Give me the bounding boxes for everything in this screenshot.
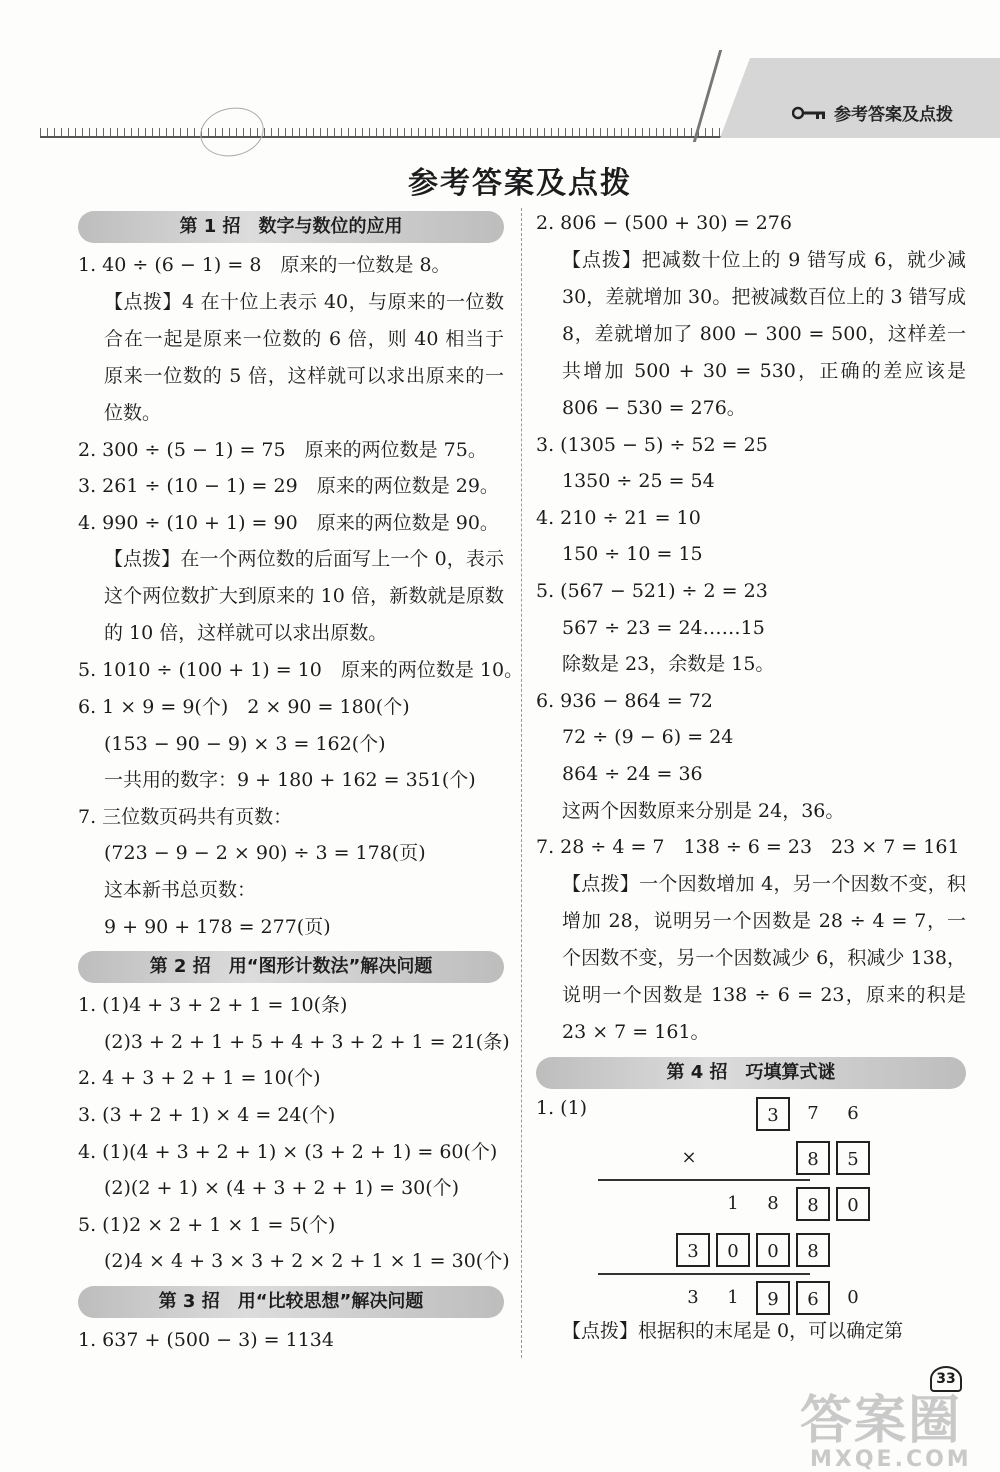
section-banner: 第 1 招 数字与数位的应用 xyxy=(78,211,504,243)
puzzle-digit: 7 xyxy=(807,1102,819,1124)
puzzle-box: 5 xyxy=(836,1141,870,1175)
column-divider xyxy=(521,208,522,1358)
answer-subline: 9 + 90 + 178 = 277(页) xyxy=(104,915,331,938)
tip-tag: 【点拨】 xyxy=(562,872,640,895)
answer-subline: (153 − 90 − 9) × 3 = 162(个) xyxy=(104,732,386,755)
puzzle-digit: 0 xyxy=(847,1286,859,1308)
puzzle-box: 3 xyxy=(756,1097,790,1131)
section-banner: 第 4 招 巧填算式谜 xyxy=(536,1057,966,1089)
watermark xyxy=(800,1378,972,1472)
left-column xyxy=(78,205,524,1358)
puzzle-box: 0 xyxy=(836,1187,870,1221)
watermark-url: MXQE.COM xyxy=(810,1447,972,1472)
answer-subline: 864 ÷ 24 = 36 xyxy=(562,762,703,785)
page-number: 33 xyxy=(930,1366,962,1392)
tip-text: 根据积的末尾是 0，可以确定第 xyxy=(638,1319,904,1342)
tip-paragraph xyxy=(536,866,966,1051)
tip-tag: 【点拨】 xyxy=(562,248,642,271)
puzzle-digit: 1 xyxy=(727,1286,739,1308)
puzzle-digit: 1 xyxy=(727,1192,739,1214)
tip-text: 把减数十位上的 9 错写成 6，就少减 30，差就增加 30。把被减数百位上的 3 错写成 8，差就增加了 800 − 300 = 500，这样差一共增加 500 + 30 = 530，正确的差应该是 806 − 530 = 276。 xyxy=(562,248,966,419)
answer-line: 4. 990 ÷ (10 + 1) = 90 原来的两位数是 90。 xyxy=(78,511,499,534)
header-ruler xyxy=(40,124,740,138)
answer-subline: (2)(2 + 1) × (4 + 3 + 2 + 1) = 30(个) xyxy=(104,1177,460,1200)
answer-line: 2. 300 ÷ (5 − 1) = 75 原来的两位数是 75。 xyxy=(78,438,487,461)
answer-line: 6. 936 − 864 = 72 xyxy=(536,689,713,712)
answer-line: 5. (567 − 521) ÷ 2 = 23 xyxy=(536,579,768,602)
puzzle-box: 0 xyxy=(716,1233,750,1267)
answer-subline: 567 ÷ 23 = 24……15 xyxy=(562,616,765,639)
section-banner: 第 2 招 用“图形计数法”解决问题 xyxy=(78,951,504,983)
tip-paragraph xyxy=(536,1313,966,1350)
tip-paragraph xyxy=(78,541,504,652)
answer-line: 1. 40 ÷ (6 − 1) = 8 原来的一位数是 8。 xyxy=(78,254,451,276)
puzzle-box: 6 xyxy=(796,1281,830,1315)
puzzle-digit: 3 xyxy=(687,1286,699,1308)
page-title: 参考答案及点拨 xyxy=(408,166,632,201)
answer-line: 4. (1)(4 + 3 + 2 + 1) × (3 + 2 + 1) = 60(个) xyxy=(78,1140,498,1163)
answer-subline: 150 ÷ 10 = 15 xyxy=(562,543,703,566)
answer-line: 2. 4 + 3 + 2 + 1 = 10(个) xyxy=(78,1067,321,1090)
answer-line: 1. 637 + (500 − 3) = 1134 xyxy=(78,1328,334,1351)
answer-subline: 一共用的数字：9 + 180 + 162 = 351(个) xyxy=(104,769,476,792)
puzzle-box: 3 xyxy=(676,1233,710,1267)
answer-subline: 72 ÷ (9 − 6) = 24 xyxy=(562,726,734,749)
answer-subline: 除数是 23，余数是 15。 xyxy=(562,653,775,676)
header-label: 参考答案及点拨 xyxy=(834,105,953,125)
puzzle-box: 8 xyxy=(796,1141,830,1175)
answer-line: 4. 210 ÷ 21 = 10 xyxy=(536,506,701,529)
answer-line: 3. (3 + 2 + 1) × 4 = 24(个) xyxy=(78,1103,336,1126)
tip-text: 4 在十位上表示 40，与原来的一位数合在一起是原来一位数的 6 倍，则 40 相当于原来一位数的 5 倍，这样就可以求出原来的一位数。 xyxy=(104,290,504,424)
puzzle-box: 8 xyxy=(796,1187,830,1221)
stamp-mark xyxy=(196,102,269,162)
answer-line: 5. (1)2 × 2 + 1 × 1 = 5(个) xyxy=(78,1213,336,1236)
puzzle-rule xyxy=(598,1179,810,1181)
puzzle-box: 9 xyxy=(756,1281,790,1315)
puzzle-digit: 8 xyxy=(767,1192,779,1214)
tip-paragraph xyxy=(78,284,504,432)
answer-line: 2. 806 − (500 + 30) = 276 xyxy=(536,212,792,234)
answer-line: 7. 三位数页码共有页数： xyxy=(78,805,293,828)
answer-subline: 1350 ÷ 25 = 54 xyxy=(562,470,715,493)
answer-line: 7. 28 ÷ 4 = 7 138 ÷ 6 = 23 23 × 7 = 161 xyxy=(536,836,960,859)
tip-paragraph xyxy=(536,242,966,427)
tip-tag: 【点拨】 xyxy=(562,1319,639,1342)
header-tab xyxy=(720,58,1000,138)
times-sign: × xyxy=(681,1146,697,1168)
right-column xyxy=(536,205,966,1350)
answer-line: 5. 1010 ÷ (100 + 1) = 10 原来的两位数是 10。 xyxy=(78,659,524,682)
puzzle-rule xyxy=(598,1273,810,1275)
tip-tag: 【点拨】 xyxy=(104,548,181,571)
multiplication-puzzle xyxy=(536,1097,966,1313)
puzzle-digit: 6 xyxy=(847,1102,859,1124)
answer-line: 3. 261 ÷ (10 − 1) = 29 原来的两位数是 29。 xyxy=(78,475,499,498)
puzzle-box: 0 xyxy=(756,1233,790,1267)
puzzle-box: 8 xyxy=(796,1233,830,1267)
answer-subline: (2)4 × 4 + 3 × 3 + 2 × 2 + 1 × 1 = 30(个) xyxy=(104,1250,510,1273)
answer-line: 6. 1 × 9 = 9(个) 2 × 90 = 180(个) xyxy=(78,695,410,718)
answer-subline: 这本新书总页数： xyxy=(104,878,257,901)
answer-subline: (723 − 9 − 2 × 90) ÷ 3 = 178(页) xyxy=(104,842,426,865)
answer-subline: (2)3 + 2 + 1 + 5 + 4 + 3 + 2 + 1 = 21(条) xyxy=(104,1030,510,1053)
watermark-logo: 答案圈 xyxy=(800,1391,963,1451)
tip-text: 一个因数增加 4，另一个因数不变，积增加 28，说明另一个因数是 28 ÷ 4 = 7，一个因数不变，另一个因数减少 6，积减少 138，说明一个因数是 138 ÷ 6 = 23，原来的积是 23 × 7 = 161。 xyxy=(562,872,966,1043)
puzzle-label: 1. (1) xyxy=(536,1096,588,1119)
answer-line: 3. (1305 − 5) ÷ 52 = 25 xyxy=(536,433,768,456)
section-banner: 第 3 招 用“比较思想”解决问题 xyxy=(78,1286,504,1318)
answer-subline: 这两个因数原来分别是 24，36。 xyxy=(562,799,845,822)
tip-tag: 【点拨】 xyxy=(104,290,182,313)
tip-text: 在一个两位数的后面写上一个 0，表示这个两位数扩大到原来的 10 倍，新数就是原数的 10 倍，这样就可以求出原数。 xyxy=(104,548,504,645)
answer-line: 1. (1)4 + 3 + 2 + 1 = 10(条) xyxy=(78,994,348,1017)
